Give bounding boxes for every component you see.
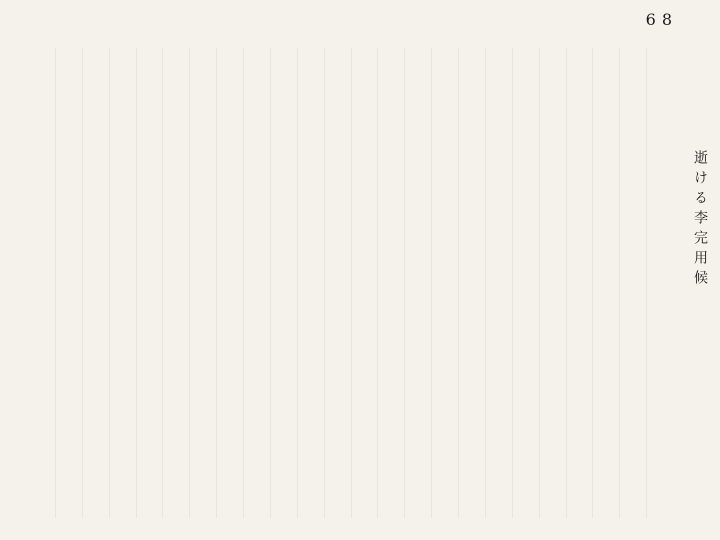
column-rule [270, 48, 271, 518]
column-rule [566, 48, 567, 518]
column-rule [109, 48, 110, 518]
column-rule [82, 48, 83, 518]
column-rule [619, 48, 620, 518]
body-text-columns [28, 48, 673, 518]
running-head: 逝ける李完用候 [692, 150, 708, 290]
page-number: 68 [645, 10, 678, 29]
column-rule [592, 48, 593, 518]
column-rule [297, 48, 298, 518]
column-rule [243, 48, 244, 518]
column-rule [351, 48, 352, 518]
column-rule [431, 48, 432, 518]
column-rule [216, 48, 217, 518]
column-rule [539, 48, 540, 518]
column-rule [404, 48, 405, 518]
column-rule [189, 48, 190, 518]
column-rule [377, 48, 378, 518]
column-rule [162, 48, 163, 518]
column-rule [136, 48, 137, 518]
column-rule [458, 48, 459, 518]
column-rule [646, 48, 647, 518]
column-rule [485, 48, 486, 518]
column-rule [512, 48, 513, 518]
column-rule [55, 48, 56, 518]
column-rule [324, 48, 325, 518]
